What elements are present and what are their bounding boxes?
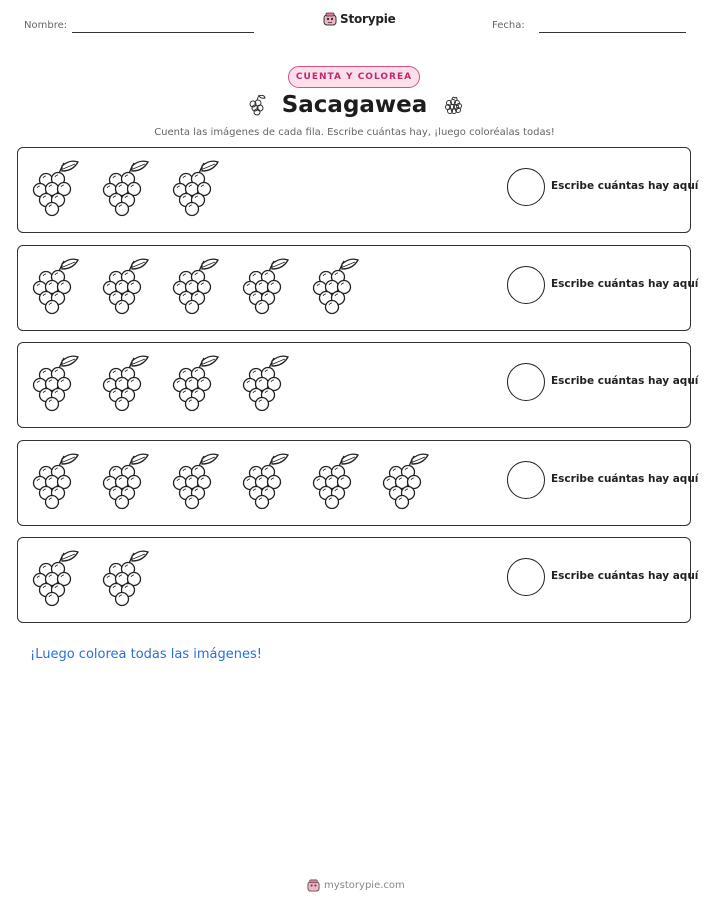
worksheet-header <box>0 0 709 40</box>
answer-label: Escribe cuántas hay aquí <box>551 473 699 485</box>
answer-circle[interactable] <box>507 461 545 499</box>
grapes-icon <box>28 451 98 515</box>
grapes-icon <box>238 451 308 515</box>
fruit-group <box>28 256 378 320</box>
storypie-mascot-icon <box>323 12 337 26</box>
grapes-icon <box>238 353 308 417</box>
grapes-icon <box>168 451 238 515</box>
activity-badge: CUENTA Y COLOREA <box>288 66 420 88</box>
page-title: Sacagawea <box>281 92 428 118</box>
answer-label: Escribe cuántas hay aquí <box>551 180 699 192</box>
grapes-icon <box>28 548 98 612</box>
fruit-group <box>28 548 168 612</box>
grapes-icon <box>28 256 98 320</box>
grapes-icon <box>168 158 238 222</box>
name-line <box>72 32 254 33</box>
instructions: Cuenta las imágenes de cada fila. Escribe cuántas hay, ¡luego coloréalas todas! <box>154 127 555 138</box>
date-label: Fecha: <box>492 20 525 31</box>
counting-row <box>17 342 699 428</box>
grapes-icon <box>98 548 168 612</box>
fruit-group <box>28 353 308 417</box>
brand-name: Storypie <box>340 12 396 26</box>
grapes-icon <box>98 451 168 515</box>
grapes-icon <box>98 353 168 417</box>
answer-label: Escribe cuántas hay aquí <box>551 375 699 387</box>
grapes-icon <box>98 256 168 320</box>
grapes-icon <box>238 256 308 320</box>
fruit-group <box>28 451 448 515</box>
grapes-icon <box>28 353 98 417</box>
grapes-icon <box>308 256 378 320</box>
answer-circle[interactable] <box>507 266 545 304</box>
answer-circle[interactable] <box>507 558 545 596</box>
counting-row <box>17 147 699 233</box>
grapes-icon <box>168 353 238 417</box>
grapes-icon <box>308 451 378 515</box>
fruit-group <box>28 158 238 222</box>
counting-row <box>17 537 699 623</box>
counting-row <box>17 440 699 526</box>
answer-label: Escribe cuántas hay aquí <box>551 570 699 582</box>
date-line <box>539 32 686 33</box>
answer-circle[interactable] <box>507 363 545 401</box>
title-area <box>0 90 709 126</box>
grapes-icon <box>98 158 168 222</box>
footer <box>307 879 405 892</box>
footer-site: mystorypie.com <box>324 880 405 891</box>
brand-logo <box>323 12 396 26</box>
name-label: Nombre: <box>24 20 68 31</box>
color-instruction: ¡Luego colorea todas las imágenes! <box>30 647 262 662</box>
counting-row <box>17 245 699 331</box>
raspberry-icon <box>440 92 466 118</box>
answer-circle[interactable] <box>507 168 545 206</box>
grapes-icon <box>28 158 98 222</box>
grapes-icon <box>378 451 448 515</box>
storypie-mascot-icon <box>307 879 320 892</box>
grapes-icon <box>168 256 238 320</box>
answer-label: Escribe cuántas hay aquí <box>551 278 699 290</box>
